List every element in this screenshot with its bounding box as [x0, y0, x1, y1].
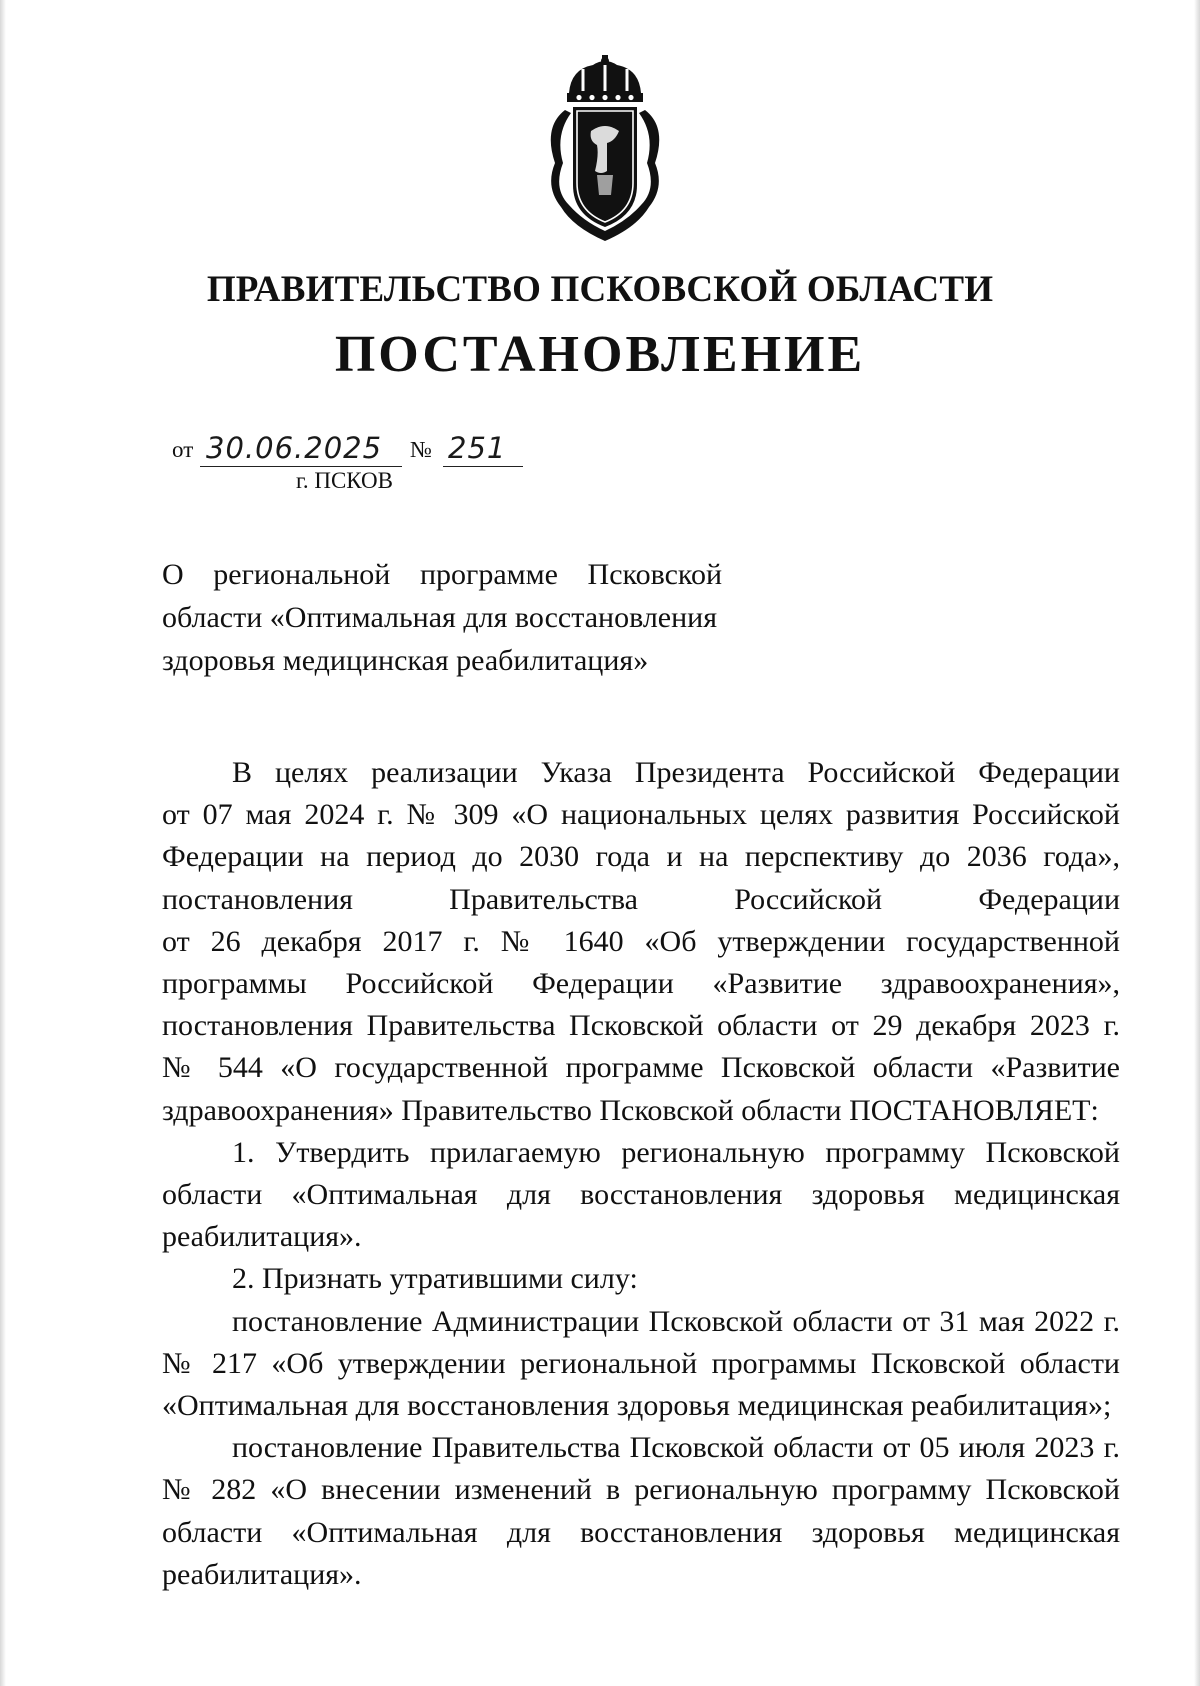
number-prefix: №	[410, 437, 432, 462]
pskov-oblast-coat-of-arms-icon	[535, 55, 675, 245]
number-underline	[443, 466, 523, 467]
government-name: ПРАВИТЕЛЬСТВО ПСКОВСКОЙ ОБЛАСТИ	[206, 269, 994, 310]
body-line: постановления Правительства Псковской области от 29 декабря 2023 г.	[162, 1009, 1120, 1043]
date-prefix: от	[172, 437, 194, 462]
document-type: ПОСТАНОВЛЕНИЕ	[334, 326, 866, 383]
body-line: постановление Администрации Псковской области от 31 мая 2022 г.	[232, 1304, 1120, 1338]
body-line: 1. Утвердить прилагаемую региональную программу Псковской	[232, 1135, 1120, 1169]
body-line: «Оптимальная для восстановления здоровья медицинская реабилитация»;	[162, 1389, 1112, 1423]
body-line: реабилитация».	[162, 1557, 362, 1591]
body-line: реабилитация».	[162, 1220, 362, 1254]
document-number: 251	[448, 431, 507, 465]
body-line: В целях реализации Указа Президента Российской Федерации	[232, 756, 1120, 789]
date-underline	[200, 466, 402, 467]
body-line: № 217 «Об утверждении региональной программы Псковской области	[162, 1346, 1120, 1380]
body-line: от 07 мая 2024 г. № 309 «О национальных целях развития Российской	[162, 798, 1120, 832]
body-line: постановления Правительства Российской Федерации	[162, 882, 1120, 916]
body-line: № 282 «О внесении изменений в региональную программу Псковской	[162, 1473, 1120, 1507]
subject-line: О региональной программе Псковской	[162, 558, 722, 591]
scan-edge-right	[1194, 0, 1200, 1686]
document-date: 30.06.2025	[206, 431, 383, 465]
body-line: здравоохранения» Правительство Псковской области ПОСТАНОВЛЯЕТ:	[162, 1093, 1099, 1127]
issuing-city: г. ПСКОВ	[296, 468, 394, 493]
scan-edge-left	[0, 0, 6, 1686]
subject-line: области «Оптимальная для восстановления	[162, 601, 718, 634]
body-line: № 544 «О государственной программе Псковской области «Развитие	[162, 1051, 1120, 1085]
body-line: 2. Признать утратившими силу:	[232, 1262, 638, 1296]
body-line: области «Оптимальная для восстановления здоровья медицинская	[162, 1515, 1120, 1549]
document-subject	[162, 553, 722, 682]
body-line: от 26 декабря 2017 г. № 1640 «Об утверждении государственной	[162, 924, 1120, 958]
body-line: области «Оптимальная для восстановления здоровья медицинская	[162, 1178, 1120, 1212]
document-body	[162, 752, 1120, 1596]
body-line: Федерации на период до 2030 года и на перспективу до 2036 года»,	[162, 840, 1120, 874]
subject-line: здоровья медицинская реабилитация»	[162, 644, 649, 677]
body-line: программы Российской Федерации «Развитие здравоохранения»,	[162, 967, 1120, 1001]
body-line: постановление Правительства Псковской области от 05 июля 2023 г.	[232, 1431, 1120, 1465]
